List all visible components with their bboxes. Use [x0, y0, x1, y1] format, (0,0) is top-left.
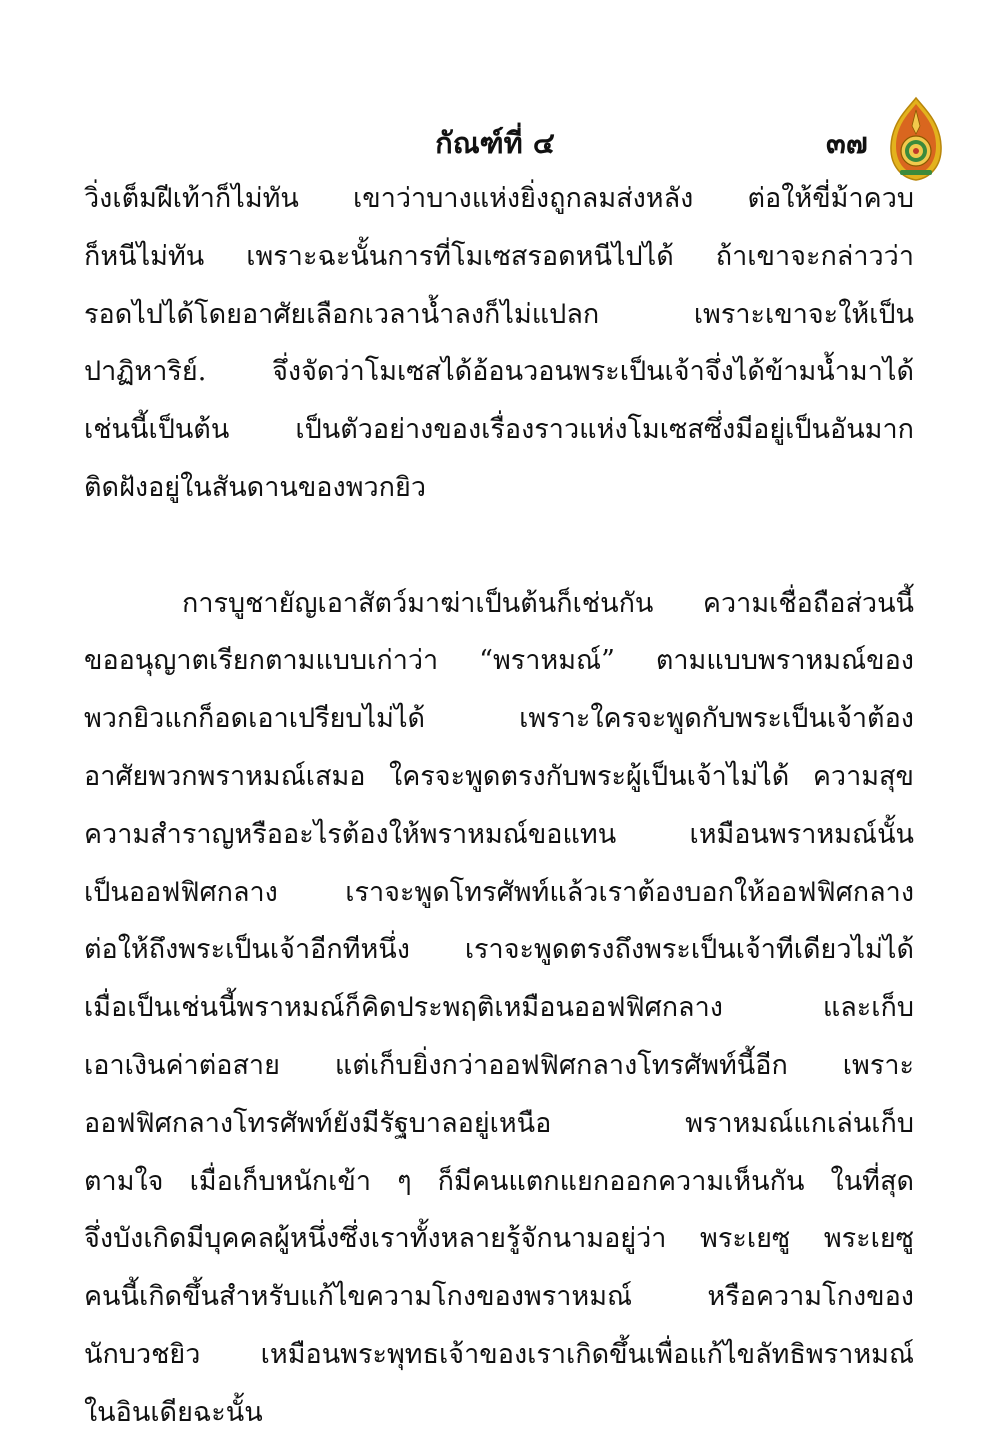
text-line: คนนี้เกิดขึ้นสำหรับแก้ไขความโกงของพราหมณ์ หรือความโกงของ [84, 1281, 914, 1313]
page-header [0, 120, 990, 170]
paragraph-spacer [84, 517, 914, 575]
text-line: เช่นนี้เป็นต้น เป็นตัวอย่างของเรื่องราวแห่งโมเซสซึ่งมีอยู่เป็นอันมาก [84, 414, 914, 446]
text-line: ในอินเดียฉะนั้น [84, 1396, 263, 1428]
page-number: ๓๗ [826, 126, 868, 160]
text-line: ออฟฟิศกลางโทรศัพท์ยังมีรัฐบาลอยู่เหนือ พราหมณ์แกเล่นเก็บ [84, 1107, 914, 1139]
text-line: รอดไปได้โดยอาศัยเลือกเวลาน้ำลงก็ไม่แปลก เพราะเขาจะให้เป็น [84, 298, 914, 330]
text-line: ปาฏิหาริย์. จึ่งจัดว่าโมเซสได้อ้อนวอนพระเป็นเจ้าจึ่งได้ข้ามน้ำมาได้ [84, 356, 914, 388]
text-line: ความสำราญหรืออะไรต้องให้พราหมณ์ขอแทน เหมือนพราหมณ์นั้น [84, 818, 914, 850]
text-line: ต่อให้ถึงพระเป็นเจ้าอีกทีหนึ่ง เราจะพูดตรงถึงพระเป็นเจ้าทีเดียวไม่ได้ [84, 934, 914, 966]
text-line: การบูชายัญเอาสัตว์มาฆ่าเป็นต้นก็เช่นกัน ความเชื่อถือส่วนนี้ [182, 587, 914, 619]
text-line: นักบวชยิว เหมือนพระพุทธเจ้าของเราเกิดขึ้นเพื่อแก้ไขลัทธิพราหมณ์ [84, 1338, 914, 1370]
text-line: ก็หนีไม่ทัน เพราะฉะนั้นการที่โมเซสรอดหนีไปได้ ถ้าเขาจะกล่าวว่า [84, 240, 914, 272]
text-line: เมื่อเป็นเช่นนี้พราหมณ์ก็คิดประพฤติเหมือนออฟฟิศกลาง และเก็บ [84, 992, 914, 1024]
text-line: อาศัยพวกพราหมณ์เสมอ ใครจะพูดตรงกับพระผู้เป็นเจ้าไม่ได้ ความสุข [84, 760, 914, 792]
text-line: พวกยิวแกก็อดเอาเปรียบไม่ได้ เพราะใครจะพูดกับพระเป็นเจ้าต้อง [84, 703, 914, 735]
text-line: วิ่งเต็มฝีเท้าก็ไม่ทัน เขาว่าบางแห่งยิ่งถูกลมส่งหลัง ต่อให้ขี่ม้าควบ [84, 183, 914, 214]
text-line: จึ่งบังเกิดมีบุคคลผู้หนึ่งซึ่งเราทั้งหลายรู้จักนามอยู่ว่า พระเยซู พระเยซู [84, 1223, 914, 1255]
text-line: ติดฝังอยู่ในสันดานของพวกยิว [84, 471, 426, 503]
text-line: เป็นออฟฟิศกลาง เราจะพูดโทรศัพท์แล้วเราต้องบอกให้ออฟฟิศกลาง [84, 876, 914, 908]
body-text [84, 170, 914, 1442]
chapter-title: กัณฑ์ที่ ๔ [435, 126, 555, 160]
text-line: ขออนุญาตเรียกตามแบบเก่าว่า “พราหมณ์” ตามแบบพราหมณ์ของ [84, 645, 914, 677]
text-line: เอาเงินค่าต่อสาย แต่เก็บยิ่งกว่าออฟฟิศกลางโทรศัพท์นี้อีก เพราะ [84, 1049, 914, 1081]
text-line: ตามใจ เมื่อเก็บหนักเข้า ๆ ก็มีคนแตกแยกออกความเห็นกัน ในที่สุด [84, 1165, 914, 1197]
